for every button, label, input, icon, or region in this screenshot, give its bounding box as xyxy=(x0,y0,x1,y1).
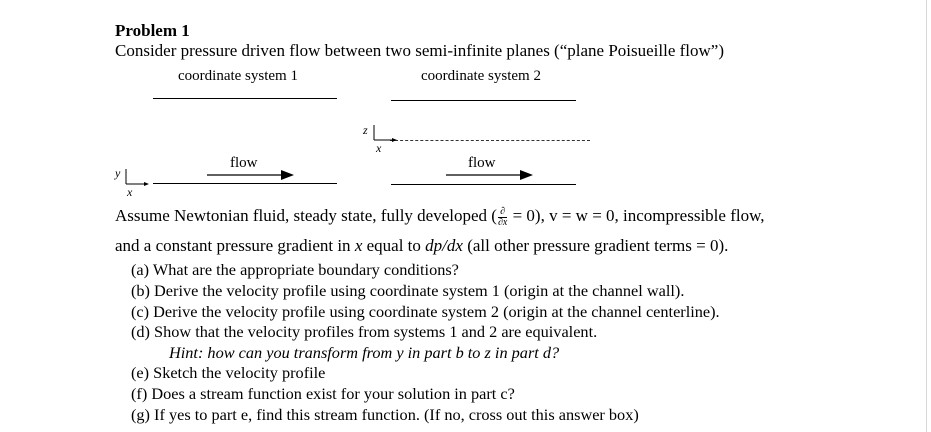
pressure-gradient: dp/dx xyxy=(425,236,463,255)
cs2-centerline xyxy=(390,140,590,141)
cs1-top-plate xyxy=(153,98,337,99)
assumptions-line-2-mid: equal to xyxy=(362,236,426,255)
flow-label-1: flow xyxy=(230,155,258,171)
question-a: (a) What are the appropriate boundary conditions? xyxy=(131,260,459,279)
question-b: (b) Derive the velocity profile using coordinate system 1 (origin at the channel wall). xyxy=(131,281,685,300)
question-d: (d) Show that the velocity profiles from systems 1 and 2 are equivalent. xyxy=(131,322,598,341)
flow-arrow-1 xyxy=(205,168,295,182)
axis-x1-label: x xyxy=(127,185,133,199)
flow-label-2: flow xyxy=(468,155,496,171)
problem-intro: Consider pressure driven flow between two semi-infinite planes (“plane Poisueille flow”) xyxy=(115,41,724,60)
assumptions-line-2 xyxy=(115,236,728,256)
partial-numerator: ∂ xyxy=(498,207,507,218)
assumptions-line-1 xyxy=(115,206,765,228)
hint-text: Hint: how can you transform from y in part b to z in part d? xyxy=(169,343,560,362)
question-g: (g) If yes to part e, find this stream function. (If no, cross out this answer box) xyxy=(131,405,639,424)
coordinate-system-1-label: coordinate system 1 xyxy=(178,68,298,84)
assumptions-line-2-prefix: and a constant pressure gradient in xyxy=(115,236,355,255)
axis-z-label: z xyxy=(363,123,368,137)
axis-x2-label: x xyxy=(376,141,382,155)
question-f: (f) Does a stream function exist for your solution in part c? xyxy=(131,384,515,403)
question-e: (e) Sketch the velocity profile xyxy=(131,363,326,382)
flow-arrow-2 xyxy=(444,168,534,182)
axis-y-label: y xyxy=(115,166,121,180)
variable-x: x xyxy=(354,236,363,255)
cs1-bottom-plate xyxy=(153,183,337,184)
partial-derivative-fraction xyxy=(498,207,507,228)
partial-denominator: ∂x xyxy=(497,216,508,228)
cs2-top-plate xyxy=(391,100,576,101)
assumptions-line-1-suffix: = 0), v = w = 0, incompressible flow, xyxy=(508,206,765,225)
assumptions-line-2-suffix: (all other pressure gradient terms = 0). xyxy=(462,236,729,255)
coordinate-system-2-label: coordinate system 2 xyxy=(421,68,541,84)
assumptions-line-1-prefix: Assume Newtonian fluid, steady state, fully developed ( xyxy=(115,206,497,225)
question-c: (c) Derive the velocity profile using coordinate system 2 (origin at the channel centerline). xyxy=(131,302,720,321)
problem-title: Problem 1 xyxy=(115,21,190,40)
cs2-bottom-plate xyxy=(391,184,576,185)
